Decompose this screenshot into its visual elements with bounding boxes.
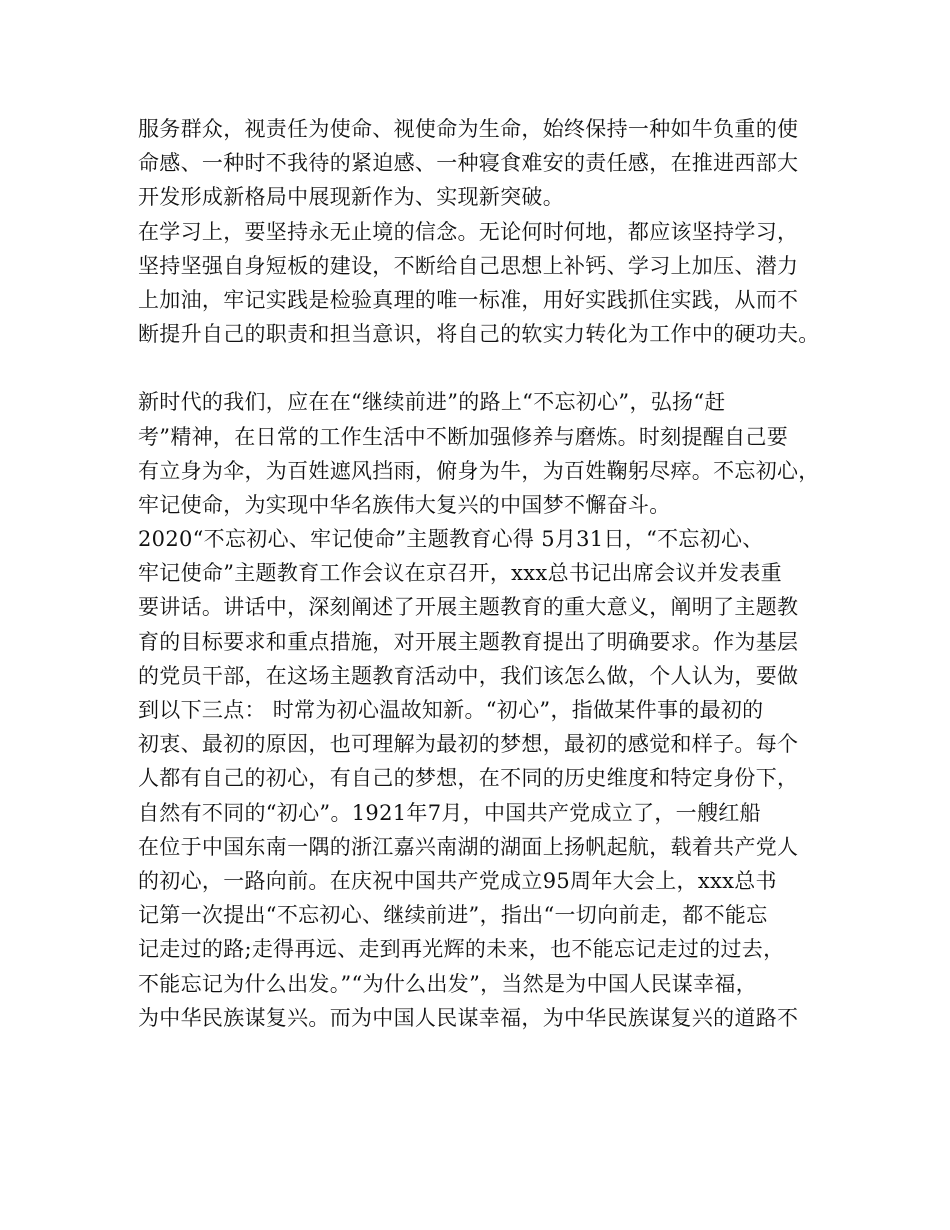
text-line: 命感、一种时不我待的紧迫感、一种寝食难安的责任感，在推进西部大 — [138, 151, 799, 176]
text-line: 2020“不忘初心、牢记使命”主题教育心得 5月31日，“不忘初心、 — [138, 527, 764, 552]
text-line: 坚持坚强自身短板的建设，不断给自己思想上补钙、学习上加压、潜力 — [138, 253, 799, 278]
text-line: 断提升自己的职责和担当意识，将自己的软实力转化为工作中的硬功夫。 — [138, 322, 820, 347]
text-line: 不能忘记为什么出发。”“为什么出发”，当然是为中国人民谋幸福， — [138, 971, 758, 996]
text-line: 开发形成新格局中展现新作为、实现新突破。 — [138, 185, 564, 210]
text-line: 要讲话。讲话中，深刻阐述了开展主题教育的重大意义，阐明了主题教 — [138, 595, 799, 620]
paragraph-1 — [138, 112, 828, 215]
text-line: 人都有自己的初心，有自己的梦想，在不同的历史维度和特定身份下， — [138, 766, 799, 791]
text-line: 在学习上，要坚持永无止境的信念。无论何时何地，都应该坚持学习， — [138, 219, 799, 244]
text-line: 新时代的我们，应在在“继续前进”的路上“不忘初心”，弘扬“赶 — [138, 390, 726, 415]
text-line: 上加油，牢记实践是检验真理的唯一标准，用好实践抓住实践，从而不 — [138, 287, 799, 312]
text-line: 有立身为伞，为百姓遮风挡雨，俯身为牛，为百姓鞠躬尽瘁。不忘初心， — [138, 458, 820, 483]
text-line: 初衷、最初的原因，也可理解为最初的梦想，最初的感觉和样子。每个 — [138, 732, 799, 757]
text-line: 考”精神，在日常的工作生活中不断加强修养与磨炼。时刻提醒自己要 — [138, 424, 789, 449]
text-line: 为中华民族谋复兴。而为中国人民谋幸福，为中华民族谋复兴的道路不 — [138, 1005, 799, 1030]
text-line: 记第一次提出“不忘初心、继续前进”，指出“一切向前走，都不能忘 — [138, 903, 768, 928]
text-line: 牢记使命”主题教育工作会议在京召开，xxx总书记出席会议并发表重 — [138, 561, 782, 586]
paragraph-2 — [138, 215, 828, 352]
paragraph-gap — [138, 351, 828, 385]
text-line: 自然有不同的“初心”。1921年7月，中国共产党成立了，一艘红船 — [138, 800, 761, 825]
text-line: 的党员干部，在这场主题教育活动中，我们该怎么做，个人认为，要做 — [138, 663, 799, 688]
text-line: 服务群众，视责任为使命、视使命为生命，始终保持一种如牛负重的使 — [138, 117, 799, 141]
text-line: 到以下三点： 时常为初心温故知新。“初心”，指做某件事的最初的 — [138, 698, 764, 722]
text-line: 的初心，一路向前。在庆祝中国共产党成立95周年大会上，xxx总书 — [138, 868, 777, 893]
text-line: 在位于中国东南一隅的浙江嘉兴南湖的湖面上扬帆起航，载着共产党人 — [138, 834, 799, 859]
document-body — [138, 112, 828, 1035]
text-line: 牢记使命，为实现中华名族伟大复兴的中国梦不懈奋斗。 — [138, 492, 671, 517]
paragraph-4 — [138, 522, 828, 1035]
text-line: 育的目标要求和重点措施，对开展主题教育提出了明确要求。作为基层 — [138, 629, 799, 654]
text-line: 记走过的路;走得再远、走到再光辉的未来，也不能忘记走过的过去， — [138, 937, 785, 962]
paragraph-3 — [138, 385, 828, 522]
